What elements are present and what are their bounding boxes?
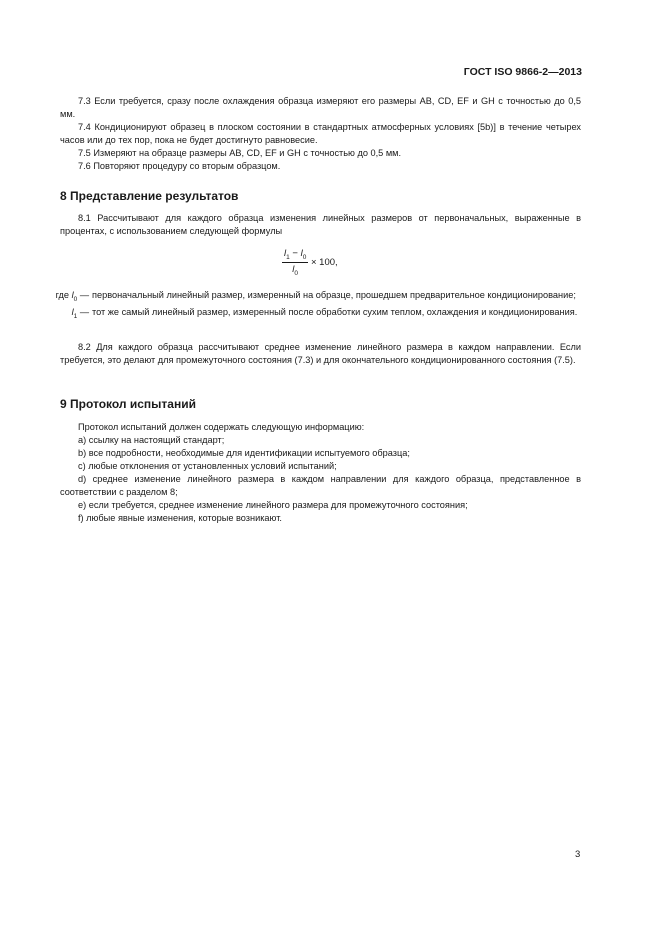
paragraph-8-2-wrap: [60, 341, 581, 367]
definition-l0-text: первоначальный линейный размер, измеренный на образце, прошедшем предварительное кондиционирование;: [92, 290, 576, 300]
section-8-intro: [60, 212, 581, 238]
paragraph-7-5: 7.5 Измеряют на образце размеры AB, CD, EF и GH с точностью до 0,5 мм.: [78, 148, 402, 158]
list-item: d) среднее изменение линейного размера в каждом направлении для каждого образца, представленное в соответствии с разделом 8;: [60, 474, 581, 497]
definition-l1-text: тот же самый линейный размер, измеренный после обработки сухим теплом, охлаждения и кондиционирования.: [92, 306, 578, 317]
document-code-header: ГОСТ ISO 9866-2—2013: [463, 66, 582, 78]
formula-numerator: $l_1 - l_0$: [284, 248, 307, 261]
list-item: a) ссылку на настоящий стандарт;: [78, 435, 225, 445]
list-item: c) любые отклонения от установленных условий испытаний;: [78, 461, 337, 471]
section-9-heading: 9 Протокол испытаний: [60, 397, 196, 411]
paragraph-7-3: 7.3 Если требуется, сразу после охлаждения образца измеряют его размеры AB, CD, EF и GH с точностью до 0,5 мм.: [60, 96, 581, 119]
formula-denominator: $l_0$: [292, 263, 299, 277]
definition-l0: где $l_0$ — первоначальный линейный размер, измеренный на образце, прошедшем предварительное кондиционирование;: [48, 289, 581, 306]
definition-l1: $l_1$ — тот же самый линейный размер, измеренный после обработки сухим теплом, охлаждения и кондиционирования.: [48, 306, 581, 323]
list-item: e) если требуется, среднее изменение линейного размера для промежуточного состояния;: [78, 500, 468, 510]
page-number: 3: [575, 849, 581, 860]
list-item: b) все подробности, необходимые для идентификации испытуемого образца;: [78, 448, 410, 458]
symbol-definitions: [48, 289, 581, 323]
paragraph-7-4: 7.4 Кондиционируют образец в плоском состоянии в стандартных атмосферных условиях [5b)] в течение четырех часов или до тех пор, пока не будет достигнуто равновесие.: [60, 122, 581, 145]
list-item: f) любые явные изменения, которые возникают.: [78, 513, 282, 523]
formula: [282, 248, 338, 277]
section-8-heading: 8 Представление результатов: [60, 189, 239, 203]
formula-multiplier: × 100,: [310, 256, 338, 268]
paragraph-7-6: 7.6 Повторяют процедуру со вторым образцом.: [78, 161, 281, 171]
section-9-content: [60, 421, 581, 525]
section-9-intro: Протокол испытаний должен содержать следующую информацию:: [78, 422, 365, 432]
paragraph-8-2: 8.2 Для каждого образца рассчитывают среднее изменение линейного размера в каждом направлении. Если требуется, это делают для промежуточного состояния (7.3) и для окончательного кондиционированного состояния (7.5).: [60, 342, 581, 365]
paragraph-8-1: 8.1 Рассчитывают для каждого образца изменения линейных размеров от первоначальных, выраженные в процентах, с использованием следующей формулы: [60, 213, 581, 236]
formula-fraction: [282, 248, 308, 277]
section-7-paragraphs: [60, 95, 581, 173]
